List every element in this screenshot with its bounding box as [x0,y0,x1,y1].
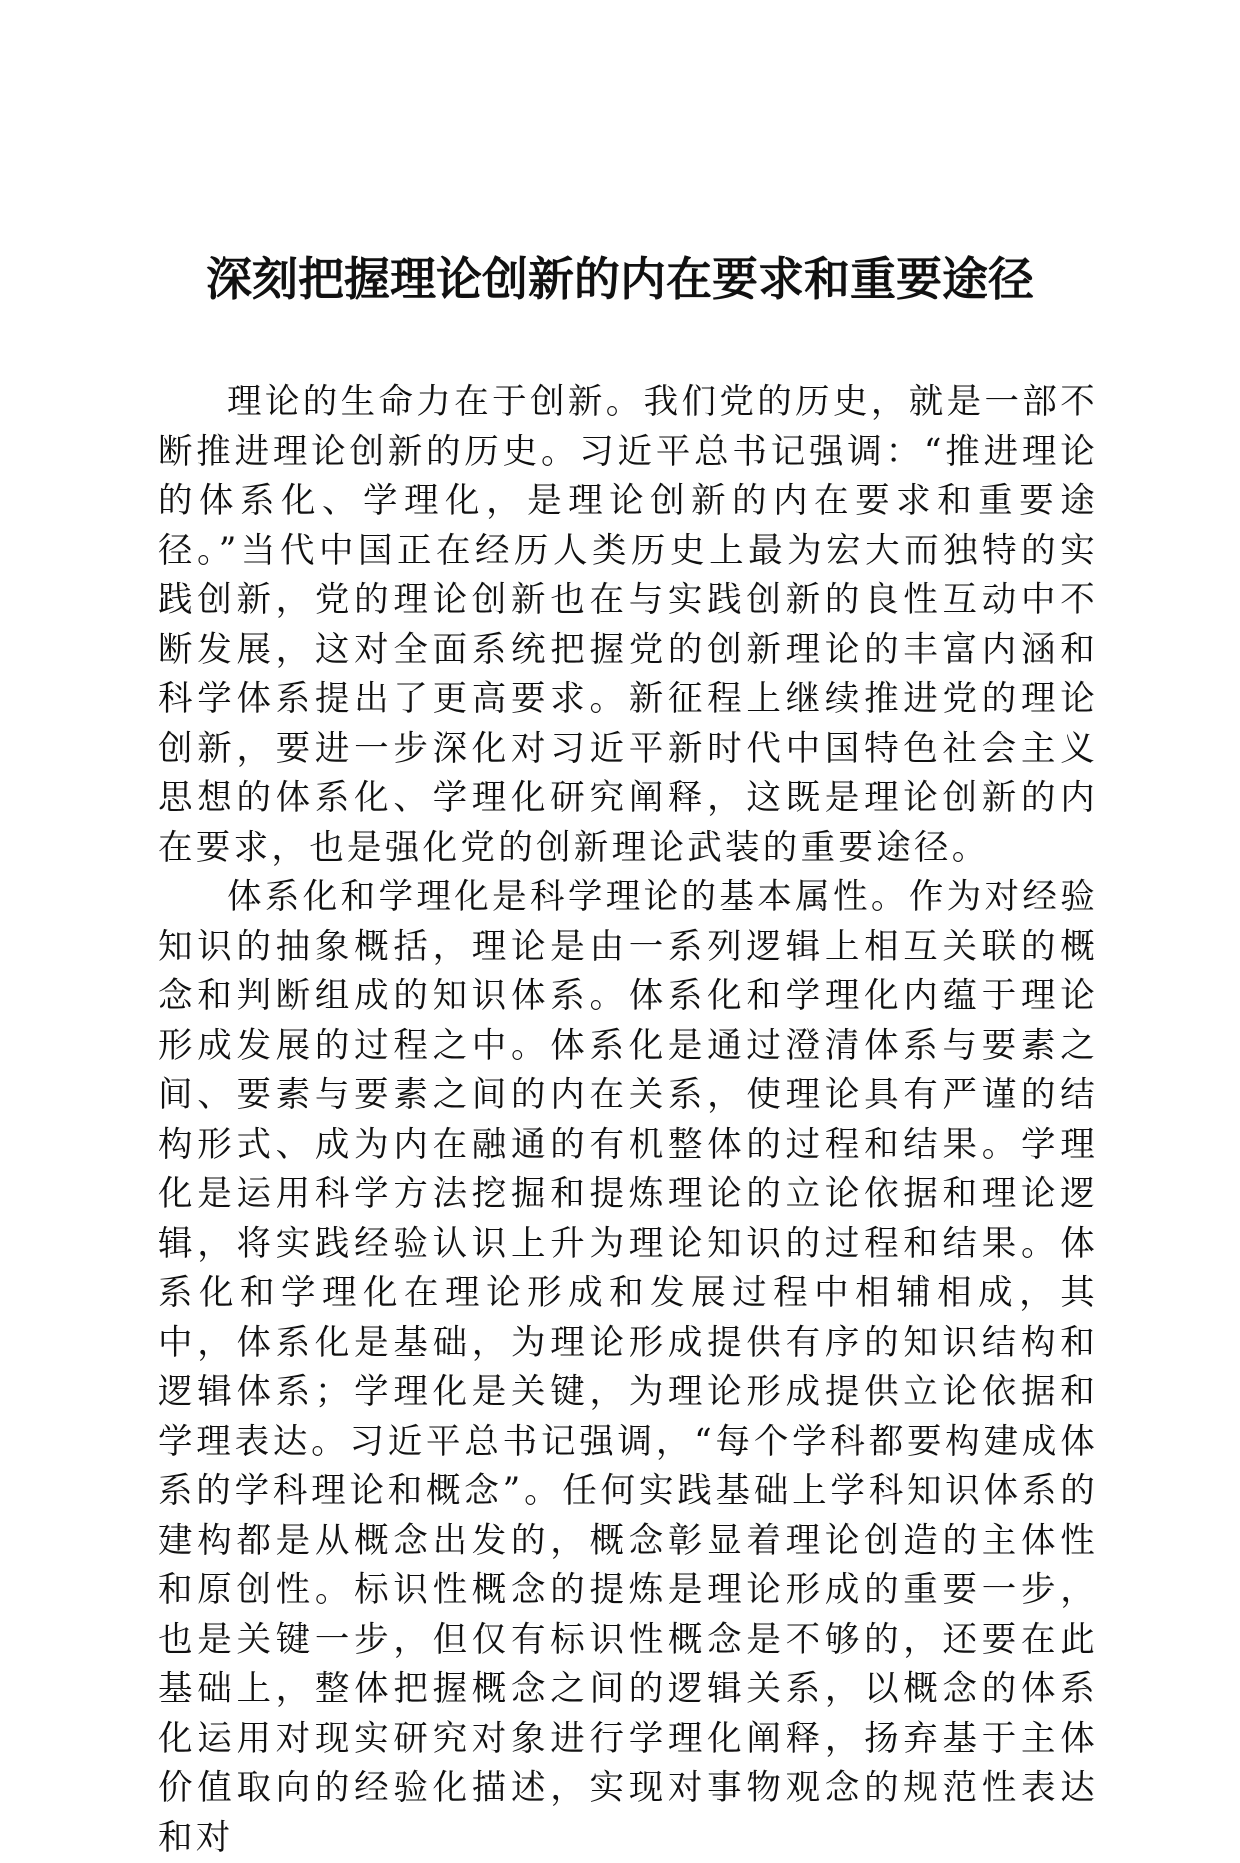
paragraph-1: 理论的生命力在于创新。我们党的历史，就是一部不断推进理论创新的历史。习近平总书记强调：“推进理论的体系化、学理化，是理论创新的内在要求和重要途径。”当代中国正在经历人类历史上最为宏大而独特的实践创新，党的理论创新也在与实践创新的良性互动中不断发展，这对全面系统把握党的创新理论的丰富内涵和科学体系提出了更高要求。新征程上继续推进党的理论创新，要进一步深化对习近平新时代中国特色社会主义思想的体系化、学理化研究阐释，这既是理论创新的内在要求，也是强化党的创新理论武装的重要途径。 [158,382,1098,868]
paragraph-2: 体系化和学理化是科学理论的基本属性。作为对经验知识的抽象概括，理论是由一系列逻辑上相互关联的概念和判断组成的知识体系。体系化和学理化内蕴于理论形成发展的过程之中。体系化是通过澄清体系与要素之间、要素与要素之间的内在关系，使理论具有严谨的结构形式、成为内在融通的有机整体的过程和结果。学理化是运用科学方法挖掘和提炼理论的立论依据和理论逻辑，将实践经验认识上升为理论知识的过程和结果。体系化和学理化在理论形成和发展过程中相辅相成，其中，体系化是基础，为理论形成提供有序的知识结构和逻辑体系；学理化是关键，为理论形成提供立论依据和学理表达。习近平总书记强调，“每个学科都要构建成体系的学科理论和概念”。任何实践基础上学科知识体系的建构都是从概念出发的，概念彰显着理论创造的主体性和原创性。标识性概念的提炼是理论形成的重要一步，也是关键一步，但仅有标识性概念是不够的，还要在此基础上，整体把握概念之间的逻辑关系，以概念的体系化运用对现实研究对象进行学理化阐释，扬弃基于主体价值取向的经验化描述，实现对事物观念的规范性表达和对 [158,877,1098,1858]
document-title: 深刻把握理论创新的内在要求和重要途径 [206,252,1034,306]
document-body [158,378,1098,1863]
